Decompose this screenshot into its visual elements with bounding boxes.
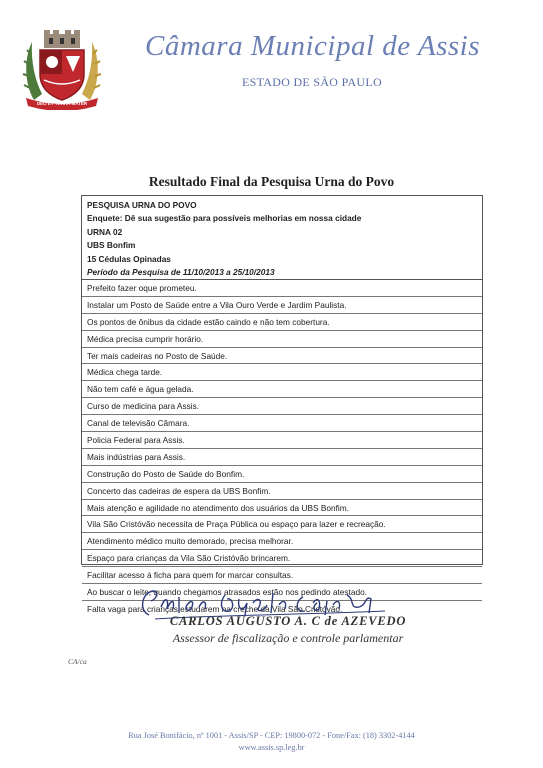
footer-address: Rua José Bonifácio, nº 1001 - Assis/SP - CEP: 19800-072 - Fone/Fax: (18) 3302-4144 [128,731,415,740]
response-row: Falta vaga para crianças estudarem na creche da Vila São Cristóvão. [87,603,343,614]
response-row: Não tem café e água gelada. [82,381,482,398]
responses-list [82,280,482,618]
header-subtitle: ESTADO DE SÃO PAULO [242,75,382,89]
response-row: Vila São Cristóvão necessita de Praça Pública ou espaço para lazer e recreação. [82,516,482,533]
response-row: Ter mais cadeiras no Posto de Saúde. [82,348,482,365]
signatory-role: Assessor de fiscalização e controle parlamentar [172,631,404,645]
survey-period: Período da Pesquisa de 11/10/2013 a 25/10/2013 [87,266,275,277]
response-row: Mais indústrias para Assis. [82,449,482,466]
survey-name: PESQUISA URNA DO POVO [87,200,197,210]
survey-question: Enquete: Dê sua sugestão para possíveis melhorias em nossa cidade [87,213,362,224]
response-row: Atendimento médico muito demorado, precisa melhorar. [82,533,482,550]
response-row: Ao buscar o leite, quando chegamos atrasados estão nos pedindo atestado. [82,584,482,601]
footer [80,730,463,754]
footer-website[interactable]: www.assis.sp.leg.br [238,743,305,752]
response-row: Prefeito fazer oque prometeu. [82,280,482,297]
response-row: Concerto das cadeiras de espera da UBS Bonfim. [82,483,482,500]
response-row: Médica chega tarde. [82,364,482,381]
document-title: Resultado Final da Pesquisa Urna do Povo [148,174,395,189]
crest-crown [44,30,80,48]
reference-initials: CA/ca [68,657,87,666]
header-title: Câmara Municipal de Assis [145,30,480,62]
response-row: Construção do Posto de Saúde do Bonfim. [82,466,482,483]
response-row: Médica precisa cumprir horário. [82,331,482,348]
survey-info [82,196,482,280]
response-row: Canal de televisão Câmara. [82,415,482,432]
survey-location: UBS Bonfim [87,240,136,251]
survey-ballots: 15 Cédulas Opinadas [87,253,171,264]
survey-results-table [81,195,483,614]
municipal-crest-logo [22,28,102,110]
response-row: Curso de medicina para Assis. [82,398,482,415]
survey-ballot-box: URNA 02 [87,226,123,237]
response-row: Facilitar acesso á ficha para quem for marcar consultas. [82,567,482,584]
crest-motto: DEO ET TERRA MATER [36,101,88,106]
response-row: Espaço para crianças da Vila São Cristóvão brincarem. [82,550,482,567]
response-row: Os pontos de ônibus da cidade estão caindo e não tem cobertura. [82,314,482,331]
response-row: Policia Federal para Assis. [82,432,482,449]
response-row: Mais atenção e agilidade no atendimento dos usuários da UBS Bonfim. [82,500,482,517]
response-row: Instalar um Posto de Saúde entre a Vila Ouro Verde e Jardim Paulista. [82,297,482,314]
signatory-name: CARLOS AUGUSTO A. C de AZEVEDO [169,614,407,628]
